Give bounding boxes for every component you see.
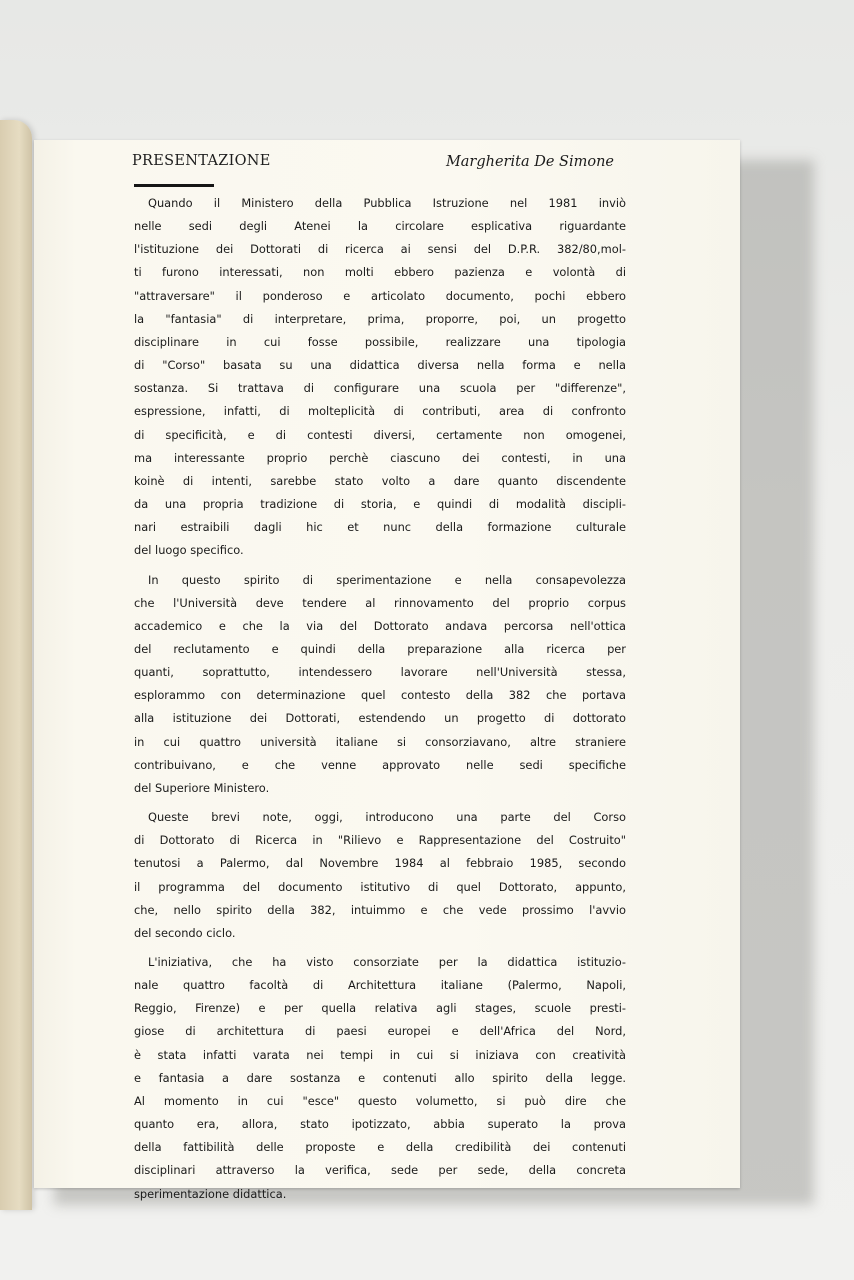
text-line: "attraversare" il ponderoso e articolato documento, pochi ebbero bbox=[134, 288, 626, 303]
text-line: disciplinare in cui fosse possibile, realizzare una tipologia bbox=[134, 334, 626, 349]
text-line: l'istituzione dei Dottorati di ricerca ai sensi del D.P.R. 382/80,mol- bbox=[134, 242, 626, 257]
text-line: disciplinari attraverso la verifica, sede per sede, della concreta bbox=[134, 1163, 626, 1178]
text-line: in cui quattro università italiane si consorziavano, altre straniere bbox=[134, 734, 626, 749]
text-line: In questo spirito di sperimentazione e nella consapevolezza bbox=[148, 572, 626, 587]
page-title: PRESENTAZIONE bbox=[132, 153, 271, 169]
text-line: di specificità, e di contesti diversi, certamente non omogenei, bbox=[134, 427, 626, 442]
text-line: che, nello spirito della 382, intuimmo e che vede prossimo l'avvio bbox=[134, 902, 626, 917]
text-line: quanti, soprattutto, intendessero lavorare nell'Università stessa, bbox=[134, 665, 626, 680]
text-line: Quando il Ministero della Pubblica Istruzione nel 1981 inviò bbox=[148, 196, 626, 210]
text-line: Al momento in cui "esce" questo volumetto, si può dire che bbox=[134, 1093, 626, 1108]
text-line: sperimentazione didattica. bbox=[134, 1186, 287, 1201]
text-line: quanto era, allora, stato ipotizzato, abbia superato la prova bbox=[134, 1117, 626, 1132]
text-line: espressione, infatti, di molteplicità di contributi, area di confronto bbox=[134, 404, 626, 419]
paragraph bbox=[134, 192, 626, 563]
text-line: koinè di intenti, sarebbe stato volto a dare quanto discendente bbox=[134, 473, 626, 488]
text-line: del Superiore Ministero. bbox=[134, 780, 270, 795]
text-line: nale quattro facoltà di Architettura italiane (Palermo, Napoli, bbox=[134, 978, 626, 993]
text-line: è stata infatti varata nei tempi in cui si iniziava con creatività bbox=[134, 1047, 626, 1062]
paragraph bbox=[134, 806, 626, 945]
text-line: di Dottorato di Ricerca in "Rilievo e Rappresentazione del Costruito" bbox=[134, 833, 626, 848]
text-line: L'iniziativa, che ha visto consorziate per la didattica istituzio- bbox=[148, 955, 626, 969]
text-line: ma interessante proprio perchè ciascuno dei contesti, in una bbox=[134, 450, 626, 465]
paragraph bbox=[134, 569, 626, 801]
text-line: nari estraibili dagli hic et nunc della formazione culturale bbox=[134, 520, 626, 535]
text-line: tenutosi a Palermo, dal Novembre 1984 al febbraio 1985, secondo bbox=[134, 856, 626, 871]
text-line: nelle sedi degli Atenei la circolare esplicativa riguardante bbox=[134, 219, 626, 234]
text-line: del secondo ciclo. bbox=[134, 925, 236, 940]
text-line: accademico e che la via del Dottorato andava percorsa nell'ottica bbox=[134, 618, 626, 633]
text-line: del luogo specifico. bbox=[134, 543, 244, 558]
text-line: esplorammo con determinazione quel contesto della 382 che portava bbox=[134, 688, 626, 703]
text-line: giose di architettura di paesi europei e dell'Africa del Nord, bbox=[134, 1024, 626, 1039]
header-rule bbox=[134, 184, 214, 187]
text-line: di "Corso" basata su una didattica diversa nella forma e nella bbox=[134, 358, 626, 373]
text-line: del reclutamento e quindi della preparazione alla ricerca per bbox=[134, 641, 626, 656]
text-line: contribuivano, e che venne approvato nelle sedi specifiche bbox=[134, 757, 626, 772]
book-left-edge bbox=[0, 120, 32, 1210]
text-line: e fantasia a dare sostanza e contenuti allo spirito della legge. bbox=[134, 1070, 626, 1085]
text-line: ti furono interessati, non molti ebbero pazienza e volontà di bbox=[134, 265, 626, 280]
text-line: il programma del documento istitutivo di quel Dottorato, appunto, bbox=[134, 879, 626, 894]
text-line: Reggio, Firenze) e per quella relativa agli stages, scuole presti- bbox=[134, 1001, 626, 1016]
paragraph bbox=[134, 951, 626, 1206]
body-text bbox=[134, 192, 626, 1212]
text-line: alla istituzione dei Dottorati, estendendo un progetto di dottorato bbox=[134, 711, 626, 726]
text-line: della fattibilità delle proposte e della credibilità dei contenuti bbox=[134, 1140, 626, 1155]
text-line: Queste brevi note, oggi, introducono una parte del Corso bbox=[148, 810, 626, 825]
text-line: da una propria tradizione di storia, e quindi di modalità discipli- bbox=[134, 497, 626, 512]
author-name: Margherita De Simone bbox=[445, 154, 614, 170]
document-page bbox=[34, 140, 740, 1201]
text-line: che l'Università deve tendere al rinnovamento del proprio corpus bbox=[134, 595, 626, 610]
text-line: la "fantasia" di interpretare, prima, proporre, poi, un progetto bbox=[134, 311, 626, 326]
text-line: sostanza. Si trattava di configurare una scuola per "differenze", bbox=[134, 381, 626, 396]
